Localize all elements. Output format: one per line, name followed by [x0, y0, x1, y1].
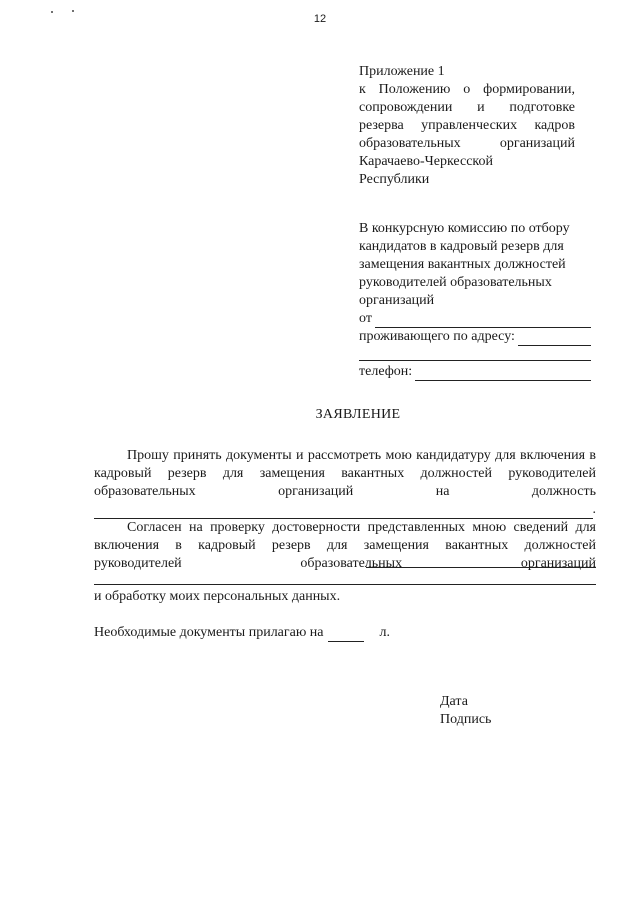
annex-line: образовательных организаций — [359, 136, 575, 151]
consent-blank-line-2[interactable] — [94, 570, 596, 585]
page-number: 12 — [313, 13, 327, 25]
sheet-unit: л. — [379, 625, 391, 640]
consent-paragraph: Согласен на проверку достоверности представленных мною сведений для включения в кадровый резерв для замещения вакантных должностей руководителей образовательных организаций — [94, 520, 596, 571]
from-blank-line[interactable] — [375, 314, 591, 328]
document-title: ЗАЯВЛЕНИЕ — [315, 407, 401, 422]
addressee-line: руководителей образовательных — [359, 275, 552, 290]
request-paragraph: Прошу принять документы и рассмотреть мою кандидатуру для включения в кадровый резерв для замещения вакантных должностей руководителей образовательных организаций на должность — [94, 448, 596, 499]
from-field[interactable] — [359, 310, 591, 328]
sheet-count-blank[interactable] — [328, 628, 364, 642]
addressee-block — [359, 220, 591, 381]
position-blank-line[interactable] — [94, 505, 593, 519]
annex-title: Приложение 1 — [359, 64, 445, 79]
scan-speck — [51, 11, 53, 13]
addressee-line: В конкурсную комиссию по отбору — [359, 221, 570, 236]
consent-blank-line[interactable] — [366, 553, 596, 568]
phone-blank-line[interactable] — [415, 367, 591, 381]
annex-line: Карачаево-Черкесской — [359, 154, 494, 169]
consent-closing: и обработку моих персональных данных. — [94, 589, 341, 604]
address-blank-line[interactable] — [518, 332, 591, 346]
address-blank-line-2[interactable] — [359, 346, 591, 361]
annex-line: резерва управленческих кадров — [359, 118, 575, 133]
annex-line: Республики — [359, 172, 430, 187]
annex-line: к Положению о формировании, — [359, 82, 575, 97]
annex-line: сопровождении и подготовке — [359, 100, 575, 115]
phone-field[interactable] — [359, 363, 591, 381]
request-end-mark: . — [592, 502, 596, 517]
scan-speck — [72, 10, 74, 12]
address-field[interactable] — [359, 328, 591, 346]
from-label: от — [359, 311, 372, 326]
signature-label: Подпись — [440, 712, 492, 727]
signature-block — [440, 693, 491, 729]
addressee-line: организаций — [359, 293, 435, 308]
phone-label: телефон: — [359, 364, 413, 379]
addressee-line: замещения вакантных должностей — [359, 257, 566, 272]
position-field[interactable] — [94, 501, 596, 519]
date-label: Дата — [440, 694, 468, 709]
annex-block — [359, 63, 575, 189]
addressee-line: кандидатов в кадровый резерв для — [359, 239, 564, 254]
attachments-label: Необходимые документы прилагаю на — [94, 625, 324, 640]
address-label: проживающего по адресу: — [359, 329, 515, 344]
attachments-line — [94, 624, 596, 642]
